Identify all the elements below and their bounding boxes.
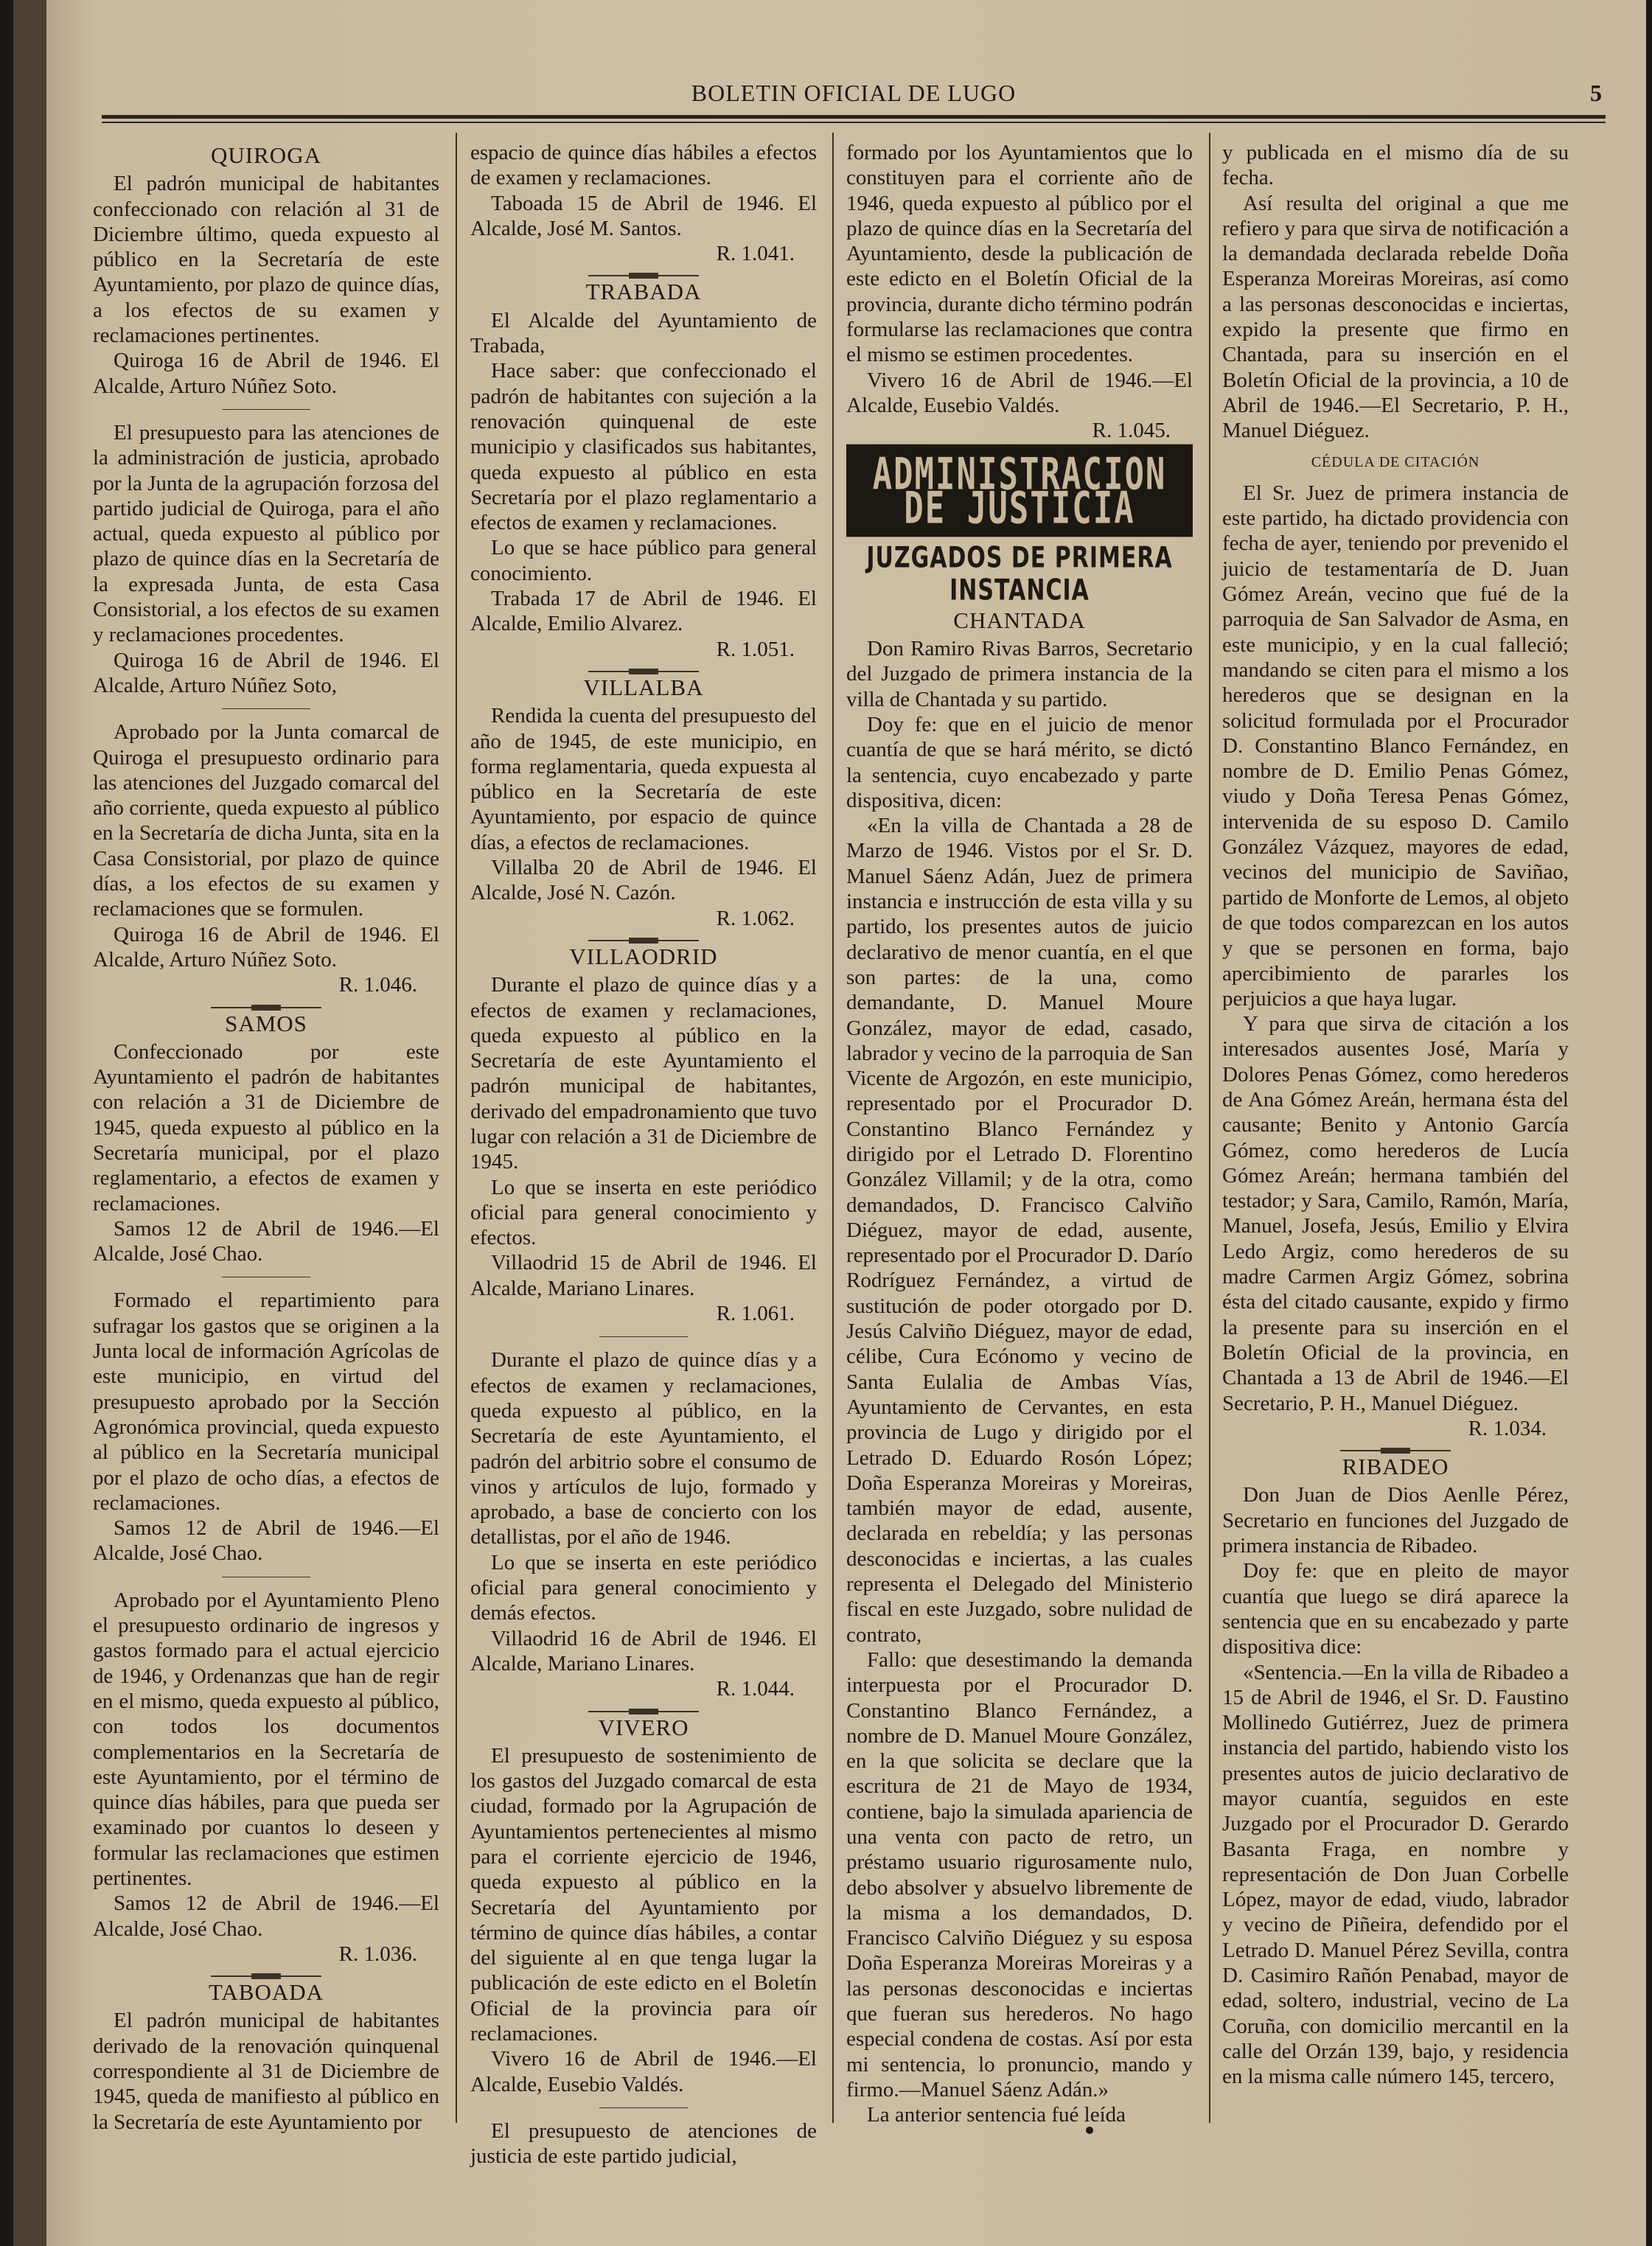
- paragraph: espacio de quince días hábiles a efectos de examen y reclamaciones.: [470, 141, 817, 190]
- paragraph: Quiroga 16 de Abril de 1946. El Alcalde, Arturo Núñez Soto.: [93, 349, 439, 398]
- section-separator: [588, 940, 699, 941]
- section-separator: [211, 1007, 321, 1008]
- reference-number: R. 1.046.: [338, 973, 417, 997]
- section-heading: SAMOS: [225, 1010, 307, 1036]
- banner-block: [846, 448, 1193, 534]
- paragraph: Don Juan de Dios Aenlle Pérez, Secretario en funciones del Juzgado de primera instancia de Ribadeo.: [1222, 1483, 1569, 1558]
- paragraph: Lo que se hace público para general conocimiento.: [470, 536, 817, 585]
- paragraph: Fallo: que desestimando la demanda interpuesta por el Procurador D. Constantino Blanco Fernández, a nombre de D. Manuel Moure González, en la que solicita se declare que la escritura de 21 de Mayo de 1934, contiene, bajo la simulada apariencia de una venta con pacto de retro, un préstamo usuario rigurosamente nulo, debo absolver y absuelvo libremente de la misma a los demandados, D. Francisco Calviño Diéguez y su esposa Doña Esperanza Moreiras Moreiras y a las personas desconocidas e inciertas que fueran sus herederos. No hago especial condena de costas. Así por esta mi sentencia, lo pronuncio, mando y firmo.—Manuel Sáenz Adán.»: [846, 1647, 1193, 2102]
- paragraph: Samos 12 de Abril de 1946.—El Alcalde, José Chao.: [93, 1891, 439, 1941]
- paragraph: Taboada 15 de Abril de 1946. El Alcalde, José M. Santos.: [470, 191, 817, 240]
- section-separator: [588, 275, 699, 276]
- paragraph: Villaodrid 15 de Abril de 1946. El Alcalde, Mariano Linares.: [470, 1251, 817, 1300]
- notice-separator: [222, 708, 310, 709]
- reference-number: R. 1.044.: [716, 1677, 795, 1701]
- paragraph: Villalba 20 de Abril de 1946. El Alcalde, José N. Cazón.: [470, 856, 817, 905]
- paragraph: Así resulta del original a que me refiero y para que sirva de notificación a la demandada declarada rebelde Doña Esperanza Moreiras Moreiras, así como a las personas desconocidas e inciertas, expido la presente que firmo en Chantada, para su inserción en el Boletín Oficial de la provincia, a 10 de Abril de 1946.—El Secretario, P. H., Manuel Diéguez.: [1222, 191, 1569, 443]
- paragraph: Samos 12 de Abril de 1946.—El Alcalde, José Chao.: [93, 1216, 439, 1266]
- section-separator: [588, 1711, 699, 1712]
- section-heading: RIBADEO: [1342, 1454, 1449, 1480]
- binding-gutter: [13, 0, 46, 2246]
- paragraph: «Sentencia.—En la villa de Ribadeo a 15 de Abril de 1946, el Sr. D. Faustino Mollinedo Gutiérrez, Juez de primera instancia del partido, habiendo visto los presentes autos de juicio declarativo de mayor cuantía, seguidos en este Juzgado por el Procurador D. Gerardo Basanta Fraga, en nombre y representación de Don Juan Corbelle López, mayor de edad, viudo, labrador y vecino de Piñeira, defendido por el Letrado D. Manuel Pérez Sevilla, contra D. Casimiro Rañón Penabad, mayor de edad, soltero, industrial, vecino de La Coruña, con domicilio mercantil en la calle del Orzán 139, bajo, y residencia en la misma calle número 145, tercero,: [1222, 1660, 1569, 2089]
- section-heading: VIVERO: [598, 1714, 689, 1740]
- section-heading: VILLALBA: [583, 674, 704, 700]
- column-rule: [832, 133, 834, 2123]
- paragraph: Formado el repartimiento para sufragar los gastos que se originen a la Junta local de información Agrícolas de este municipio, en virtud del presupuesto aprobado por la Sección Agronómica provincial, queda expuesto al público en la Secretaría municipal por el plazo de ocho días, a efectos de reclamaciones.: [93, 1288, 439, 1515]
- paragraph: Quiroga 16 de Abril de 1946. El Alcalde, Arturo Núñez Soto.: [93, 922, 439, 972]
- notice-separator: [599, 2107, 688, 2108]
- subsection-heading: CÉDULA DE CITACIÓN: [1311, 453, 1480, 470]
- column-3: [846, 140, 1193, 2128]
- paragraph: Confeccionado por este Ayuntamiento el padrón de habitantes con relación a 31 de Diciembre de 1945, queda expuesto al público en la Secretaría municipal, por el plazo reglamentario, a efectos de examen y reclamaciones.: [93, 1039, 439, 1216]
- section-heading: TABOADA: [208, 1979, 324, 2006]
- column-4: [1222, 140, 1569, 2090]
- notice-separator: [222, 409, 310, 410]
- paragraph: Aprobado por la Junta comarcal de Quiroga el presupuesto ordinario para las atenciones del Juzgado comarcal del año corriente, queda expuesto al público en la Secretaría de dicha Junta, sita en la Casa Consistorial, por plazo de quince días, a los efectos de su examen y reclamaciones que se formulen.: [93, 720, 439, 921]
- reference-number: R. 1.041.: [716, 242, 795, 266]
- paragraph: El Alcalde del Ayuntamiento de Trabada,: [470, 308, 817, 358]
- paragraph: formado por los Ayuntamientos que lo constituyen para el corriente año de 1946, queda expuesto al público por el plazo de quince días en la Secretaría del Ayuntamiento, desde la publicación de este edicto en el Boletín Oficial de la provincia, durante dicho término podrán formularse las reclamaciones que contra el mismo se estimen procedentes.: [846, 141, 1193, 367]
- paragraph: Lo que se inserta en este periódico oficial para general conocimiento y efectos.: [470, 1175, 817, 1250]
- section-separator: [588, 671, 699, 672]
- publication-title: BOLETIN OFICIAL DE LUGO: [691, 80, 1017, 106]
- section-heading: VILLAODRID: [569, 943, 718, 969]
- page-number: 5: [1590, 80, 1602, 106]
- paragraph: El presupuesto de sostenimiento de los gastos del Juzgado comarcal de esta ciudad, formado por la Agrupación de Ayuntamientos pertenecientes al mismo para el corriente ejercicio de 1946, queda expuesto al público en la Secretaría del Ayuntamiento por término de quince días hábiles, a contar del siguiente al en que tenga lugar la publicación de este edicto en el Boletín Oficial de la provincia para oír reclamaciones.: [470, 1743, 817, 2046]
- paragraph: El padrón municipal de habitantes confeccionado con relación al 31 de Diciembre último, queda expuesto al público en la Secretaría de este Ayuntamiento, por plazo de quince días, a los efectos de su examen y reclamaciones pertinentes.: [93, 172, 439, 348]
- notice-separator: [599, 1336, 688, 1337]
- ink-dot: [1086, 2127, 1093, 2134]
- column-rule: [1209, 133, 1210, 2123]
- section-separator: [211, 1975, 321, 1977]
- column-1: [93, 140, 439, 2135]
- reference-number: R. 1.045.: [1092, 419, 1171, 443]
- paragraph: Samos 12 de Abril de 1946.—El Alcalde, José Chao.: [93, 1516, 439, 1566]
- column-rule: [456, 133, 457, 2123]
- section-heading: TRABADA: [585, 279, 702, 305]
- page-header: [105, 80, 1602, 109]
- section-heading: QUIROGA: [211, 142, 321, 168]
- paragraph: Doy fe: que en pleito de mayor cuantía que luego se dirá aparece la sentencia que en su encabezado y parte dispositiva dice:: [1222, 1559, 1569, 1659]
- paragraph: «En la villa de Chantada a 28 de Marzo de 1946. Vistos por el Sr. D. Manuel Sáenz Adán, Juez de primera instancia e instrucción de esta villa y su partido, los presentes autos de juicio declarativo de menor cuantía, en el que son partes: de la una, como demandante, D. Manuel Moure González, mayor de edad, casado, labrador y vecino de la parroquia de San Vicente de Argozón, en este municipio, representado por el Procurador D. Constantino Blanco Fernández y dirigido por el Letrado D. Florentino González Villamil; y de la otra, como demandados, D. Francisco Calviño Diéguez, mayor de edad, ausente, representado por el Procurador D. Darío Rodríguez Fernández, a virtud de sustitución de poder otorgado por D. Jesús Calviño Diéguez, mayor de edad, célibe, Cura Ecónomo y vecino de Santa Eulalia de Ambas Vías, Ayuntamiento de Cervantes, en esta provincia de Lugo y dirigido por el Letrado D. Eduardo Rosón López; Doña Esperanza Moreiras y Moreiras, también mayor de edad, ausente, declarada en rebeldía; y las personas desconocidas e inciertas, a las cuales representa el Delegado del Ministerio fiscal en este Juzgado, sobre nulidad de contrato,: [846, 814, 1193, 1647]
- header-rule: [102, 115, 1606, 119]
- paragraph: Lo que se inserta en este periódico oficial para general conocimiento y demás efectos.: [470, 1550, 817, 1625]
- paragraph: Rendida la cuenta del presupuesto del año de 1945, de este municipio, en forma reglamentaria, queda expuesta al público en la Secretaría de este Ayuntamiento, por espacio de quince días, a efectos de reclamaciones.: [470, 704, 817, 854]
- paragraph: Trabada 17 de Abril de 1946. El Alcalde, Emilio Alvarez.: [470, 587, 817, 636]
- paragraph: El Sr. Juez de primera instancia de este partido, ha dictado providencia con fecha de ayer, teniendo por prevenido el juicio de testamentaría de D. Juan Gómez Areán, vecino que fué de la parroquia de San Salvador de Asma, en este municipio, y en la cual falleció; mandando se citen para el mismo a los herederos que se designan en la solicitud formulada por el Procurador D. Constantino Blanco Fernández, en nombre de D. Emilio Penas Gómez, viudo y Doña Teresa Penas Gómez, intervenida de su esposo D. Camilo González Vázquez, mayores de edad, vecinos del municipio de Saviñao, partido de Monforte de Lemos, al objeto de que todos comparezcan en los autos y que se personen en forma, bajo apercibimiento de pararles los perjuicios a que haya lugar.: [1222, 481, 1569, 1011]
- reference-number: R. 1.036.: [338, 1942, 417, 1966]
- section-separator: [1340, 1450, 1451, 1451]
- paragraph: Durante el plazo de quince días y a efectos de examen y reclamaciones, queda expuesto al público en la Secretaría de este Ayuntamiento el padrón municipal de habitantes, derivado del empadronamiento que tuvo lugar con relación a 31 de Diciembre de 1945.: [470, 973, 817, 1174]
- paragraph: Doy fe: que en el juicio de menor cuantía de que se hará mérito, se dictó la sentencia, cuyo encabezado y parte dispositiva, dicen:: [846, 712, 1193, 812]
- section-banner: ADMINISTRACION DE JUSTICIA: [846, 444, 1193, 536]
- paragraph: Vivero 16 de Abril de 1946.—El Alcalde, Eusebio Valdés.: [846, 368, 1193, 417]
- paragraph: El padrón municipal de habitantes derivado de la renovación quinquenal correspondiente al 31 de Diciembre de 1945, queda de manifiesto al público en la Secretaría de este Ayuntamiento por: [93, 2009, 439, 2134]
- newspaper-page: [13, 0, 1646, 2246]
- paragraph: y publicada en el mismo día de su fecha.: [1222, 141, 1569, 190]
- court-heading: JUZGADOS DE PRIMERA INSTANCIA: [866, 541, 1173, 608]
- paragraph: El presupuesto para las atenciones de la administración de justicia, aprobado por la Junta de la agrupación forzosa del partido judicial de Quiroga, para el año actual, queda expuesto al público por plazo de quince días en la Secretaría de la expresada Junta, de esta Casa Consistorial, a los efectos de su examen y reclamaciones procedentes.: [93, 420, 439, 647]
- paragraph: Durante el plazo de quince días y a efectos de examen y reclamaciones, queda expuesto al público, en la Secretaría de este Ayuntamiento, el padrón del arbitrio sobre el consumo de vinos y artículos de lujo, formado y aprobado, a base de concierto con los detallistas, por el año de 1946.: [470, 1348, 817, 1549]
- column-2: [470, 140, 817, 2169]
- header-rule-thin: [102, 122, 1606, 123]
- paragraph: Aprobado por el Ayuntamiento Pleno el presupuesto ordinario de ingresos y gastos formado para el actual ejercicio de 1946, y Ordenanzas que han de regir en el mismo, queda expuesto al público, con todos los documentos complementarios en la Secretaría de este Ayuntamiento, por el término de quince días hábiles, para que pueda ser examinado por cuantos lo deseen y formular las reclamaciones que estimen pertinentes.: [93, 1588, 439, 1890]
- paragraph: El presupuesto de atenciones de justicia de este partido judicial,: [470, 2118, 817, 2169]
- paragraph: Vivero 16 de Abril de 1946.—El Alcalde, Eusebio Valdés.: [470, 2047, 817, 2096]
- reference-number: R. 1.061.: [716, 1302, 795, 1326]
- section-heading: CHANTADA: [953, 607, 1086, 633]
- paragraph: Hace saber: que confeccionado el padrón de habitantes con sujeción a la renovación quinquenal de este municipio y clasificados sus habitantes, queda expuesto al público en esta Secretaría por el plazo reglamentario a efectos de examen y reclamaciones.: [470, 359, 817, 535]
- reference-number: R. 1.051.: [716, 637, 795, 661]
- paragraph: Don Ramiro Rivas Barros, Secretario del Juzgado de primera instancia de la villa de Chantada y su partido.: [846, 637, 1193, 711]
- reference-number: R. 1.034.: [1468, 1416, 1547, 1440]
- reference-number: R. 1.062.: [716, 906, 795, 930]
- paragraph: Y para que sirva de citación a los interesados ausentes José, María y Dolores Penas Gómez, como herederos de Ana Gómez Areán, hermana ésta del causante; Benito y Antonio García Gómez, como herederos de Lucía Gómez Areán; hermana también del testador; y Sara, Camilo, Ramón, María, Manuel, Josefa, Jesús, Emilio y Elvira Ledo Argiz, como herederos de su madre Carmen Argiz Gómez, sobrina ésta del citado causante, expido y firmo la presente para su inserción en el Boletín Oficial de la provincia, en Chantada a 13 de Abril de 1946.—El Secretario, P. H., Manuel Diéguez.: [1222, 1012, 1569, 1415]
- paragraph: Quiroga 16 de Abril de 1946. El Alcalde, Arturo Núñez Soto,: [93, 648, 439, 697]
- paragraph: Villaodrid 16 de Abril de 1946. El Alcalde, Mariano Linares.: [470, 1626, 817, 1675]
- paragraph: La anterior sentencia fué leída: [867, 2103, 1126, 2127]
